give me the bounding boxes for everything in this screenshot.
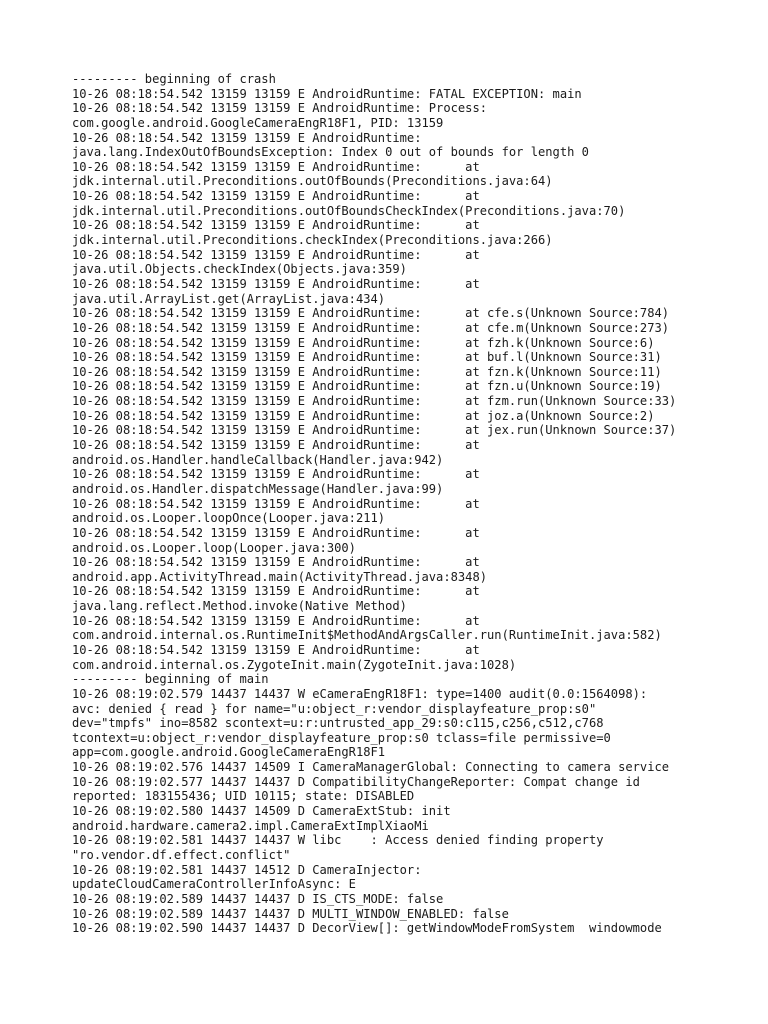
log-line: 10-26 08:18:54.542 13159 13159 E AndroidRuntime: at fzn.u(Unknown Source:19) bbox=[72, 379, 662, 394]
log-line: 10-26 08:19:02.581 14437 14437 W libc : Access denied finding property bbox=[72, 833, 604, 848]
log-line: 10-26 08:19:02.590 14437 14437 D DecorView[]: getWindowModeFromSystem windowmode bbox=[72, 921, 662, 936]
log-line: 10-26 08:18:54.542 13159 13159 E AndroidRuntime: at fzn.k(Unknown Source:11) bbox=[72, 364, 662, 379]
log-line: java.util.ArrayList.get(ArrayList.java:434) bbox=[72, 291, 386, 306]
log-line: 10-26 08:19:02.589 14437 14437 D IS_CTS_MODE: false bbox=[72, 891, 444, 906]
log-line: 10-26 08:18:54.542 13159 13159 E AndroidRuntime: at bbox=[72, 438, 480, 453]
log-line: java.lang.IndexOutOfBoundsException: Index 0 out of bounds for length 0 bbox=[72, 145, 589, 160]
log-line: "ro.vendor.df.effect.conflict" bbox=[72, 847, 291, 862]
log-line: jdk.internal.util.Preconditions.outOfBounds(Preconditions.java:64) bbox=[72, 174, 553, 189]
log-document bbox=[72, 72, 712, 936]
log-line: 10-26 08:18:54.542 13159 13159 E AndroidRuntime: at bbox=[72, 218, 480, 233]
log-line: 10-26 08:19:02.580 14437 14509 D CameraExtStub: init bbox=[72, 804, 451, 819]
log-line: 10-26 08:18:54.542 13159 13159 E AndroidRuntime: at bbox=[72, 642, 480, 657]
log-line: 10-26 08:18:54.542 13159 13159 E AndroidRuntime: at buf.l(Unknown Source:31) bbox=[72, 350, 662, 365]
log-line: dev="tmpfs" ino=8582 scontext=u:r:untrusted_app_29:s0:c115,c256,c512,c768 bbox=[72, 716, 604, 731]
log-line: tcontext=u:object_r:vendor_displayfeature_prop:s0 tclass=file permissive=0 bbox=[72, 730, 611, 745]
log-line: com.google.android.GoogleCameraEngR18F1, PID: 13159 bbox=[72, 115, 444, 130]
log-line: 10-26 08:18:54.542 13159 13159 E AndroidRuntime: at fzm.run(Unknown Source:33) bbox=[72, 394, 677, 409]
log-line: jdk.internal.util.Preconditions.outOfBoundsCheckIndex(Preconditions.java:70) bbox=[72, 203, 626, 218]
log-line: 10-26 08:18:54.542 13159 13159 E AndroidRuntime: at bbox=[72, 189, 480, 204]
log-line: com.android.internal.os.RuntimeInit$MethodAndArgsCaller.run(RuntimeInit.java:582) bbox=[72, 628, 662, 643]
log-line: android.os.Handler.handleCallback(Handler.java:942) bbox=[72, 452, 444, 467]
log-line: 10-26 08:18:54.542 13159 13159 E AndroidRuntime: at bbox=[72, 555, 480, 570]
log-line: 10-26 08:19:02.589 14437 14437 D MULTI_WINDOW_ENABLED: false bbox=[72, 906, 509, 921]
log-line: java.util.Objects.checkIndex(Objects.java:359) bbox=[72, 262, 407, 277]
log-line: 10-26 08:19:02.581 14437 14512 D CameraInjector: bbox=[72, 862, 422, 877]
log-line: android.os.Looper.loopOnce(Looper.java:211) bbox=[72, 511, 386, 526]
log-line: jdk.internal.util.Preconditions.checkIndex(Preconditions.java:266) bbox=[72, 233, 553, 248]
log-line: 10-26 08:18:54.542 13159 13159 E AndroidRuntime: FATAL EXCEPTION: main bbox=[72, 86, 582, 101]
log-line: 10-26 08:18:54.542 13159 13159 E AndroidRuntime: at fzh.k(Unknown Source:6) bbox=[72, 335, 655, 350]
log-line: 10-26 08:18:54.542 13159 13159 E AndroidRuntime: at jex.run(Unknown Source:37) bbox=[72, 423, 677, 438]
log-line: android.os.Looper.loop(Looper.java:300) bbox=[72, 540, 356, 555]
log-line: 10-26 08:18:54.542 13159 13159 E AndroidRuntime: Process: bbox=[72, 101, 488, 116]
log-line: 10-26 08:18:54.542 13159 13159 E AndroidRuntime: at bbox=[72, 276, 480, 291]
log-line: 10-26 08:18:54.542 13159 13159 E AndroidRuntime: at bbox=[72, 496, 480, 511]
log-line: 10-26 08:18:54.542 13159 13159 E AndroidRuntime: at bbox=[72, 584, 480, 599]
log-line: 10-26 08:19:02.579 14437 14437 W eCameraEngR18F1: type=1400 audit(0.0:1564098): bbox=[72, 686, 648, 701]
log-line: 10-26 08:19:02.576 14437 14509 I CameraManagerGlobal: Connecting to camera service bbox=[72, 760, 670, 775]
log-line: 10-26 08:18:54.542 13159 13159 E AndroidRuntime: at joz.a(Unknown Source:2) bbox=[72, 408, 655, 423]
log-line: 10-26 08:19:02.577 14437 14437 D CompatibilityChangeReporter: Compat change id bbox=[72, 774, 640, 789]
log-line: com.android.internal.os.ZygoteInit.main(ZygoteInit.java:1028) bbox=[72, 657, 517, 672]
log-line: 10-26 08:18:54.542 13159 13159 E AndroidRuntime: bbox=[72, 130, 422, 145]
log-line: android.os.Handler.dispatchMessage(Handler.java:99) bbox=[72, 481, 444, 496]
log-line: android.hardware.camera2.impl.CameraExtImplXiaoMi bbox=[72, 818, 429, 833]
log-line: 10-26 08:18:54.542 13159 13159 E AndroidRuntime: at bbox=[72, 525, 480, 540]
log-line: updateCloudCameraControllerInfoAsync: E bbox=[72, 877, 356, 892]
log-line: 10-26 08:18:54.542 13159 13159 E AndroidRuntime: at cfe.s(Unknown Source:784) bbox=[72, 306, 670, 321]
log-line: java.lang.reflect.Method.invoke(Native Method) bbox=[72, 599, 407, 614]
log-line: 10-26 08:18:54.542 13159 13159 E AndroidRuntime: at bbox=[72, 159, 480, 174]
log-line: app=com.google.android.GoogleCameraEngR18F1 bbox=[72, 745, 386, 760]
log-line: 10-26 08:18:54.542 13159 13159 E AndroidRuntime: at cfe.m(Unknown Source:273) bbox=[72, 320, 670, 335]
log-line: --------- beginning of main bbox=[72, 672, 269, 687]
log-line: android.app.ActivityThread.main(ActivityThread.java:8348) bbox=[72, 569, 488, 584]
log-line: 10-26 08:18:54.542 13159 13159 E AndroidRuntime: at bbox=[72, 613, 480, 628]
log-line: --------- beginning of crash bbox=[72, 72, 276, 86]
log-line: reported: 183155436; UID 10115; state: DISABLED bbox=[72, 789, 415, 804]
log-line: avc: denied { read } for name="u:object_r:vendor_displayfeature_prop:s0" bbox=[72, 701, 597, 716]
log-line: 10-26 08:18:54.542 13159 13159 E AndroidRuntime: at bbox=[72, 247, 480, 262]
log-line: 10-26 08:18:54.542 13159 13159 E AndroidRuntime: at bbox=[72, 467, 480, 482]
